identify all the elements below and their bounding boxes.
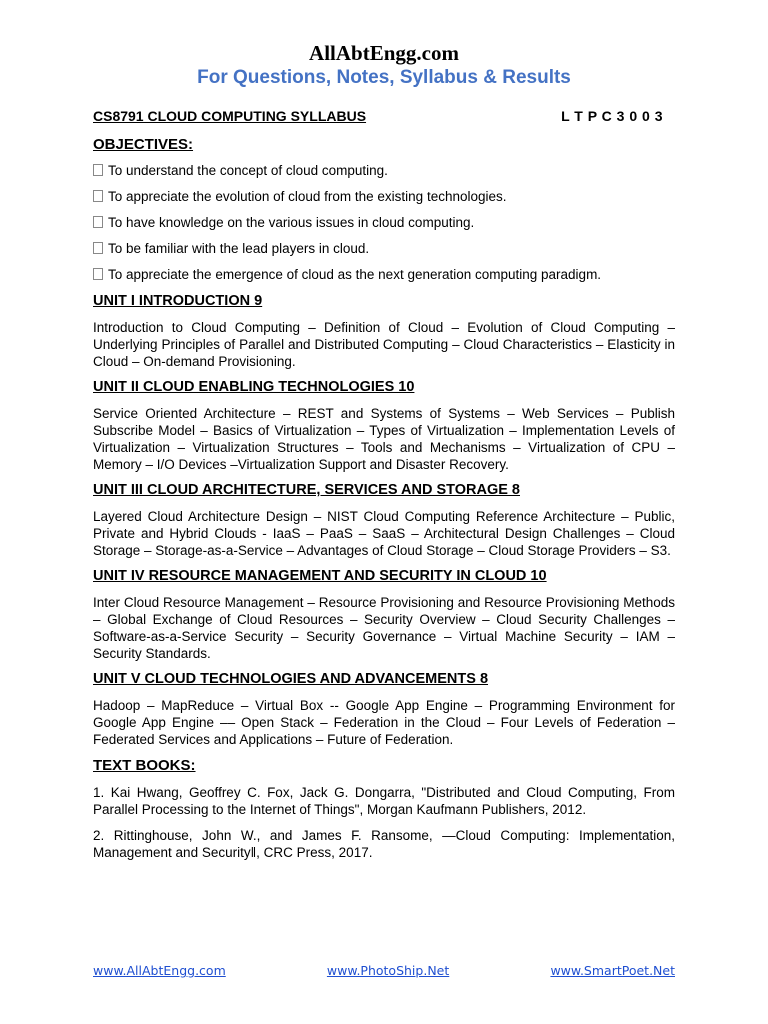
objective-text: To be familiar with the lead players in cloud. <box>108 241 370 256</box>
course-header <box>93 107 675 125</box>
objective-item <box>93 240 675 257</box>
footer-links <box>93 963 675 978</box>
square-bullet-icon <box>93 190 103 202</box>
objective-text: To have knowledge on the various issues in cloud computing. <box>108 215 475 230</box>
square-bullet-icon <box>93 216 103 228</box>
syllabus-page <box>93 0 675 861</box>
objectives-list <box>93 162 675 283</box>
textbook-item-1: 1. Kai Hwang, Geoffrey C. Fox, Jack G. Dongarra, "Distributed and Cloud Computing, From Parallel Processing to the Internet of Things", Morgan Kaufmann Publishers, 2012. <box>93 785 675 817</box>
square-bullet-icon <box>93 242 103 254</box>
unit-1-body: Introduction to Cloud Computing – Definition of Cloud – Evolution of Cloud Computing – Underlying Principles of Parallel and Distributed Computing – Cloud Characteristics – Elasticity in Cloud – On-demand Provisioning. <box>93 320 675 369</box>
textbooks-heading: TEXT BOOKS: <box>93 757 196 774</box>
unit-3-body: Layered Cloud Architecture Design – NIST Cloud Computing Reference Architecture – Public, Private and Hybrid Clouds - IaaS – PaaS – SaaS – Architectural Design Challenges – Cloud Storage – Storage-as-a-Service – Advantages of Cloud Storage – Cloud Storage Providers – S3. <box>93 509 675 558</box>
objective-text: To understand the concept of cloud computing. <box>108 163 388 178</box>
unit-4-body: Inter Cloud Resource Management – Resource Provisioning and Resource Provisioning Methods – Global Exchange of Cloud Resources – Security Overview – Cloud Security Challenges – Software-as-a-Service Security – Security Governance – Virtual Machine Security – IAM – Security Standards. <box>93 595 675 661</box>
objective-item <box>93 188 675 205</box>
square-bullet-icon <box>93 268 103 280</box>
objective-item <box>93 214 675 231</box>
site-title: AllAbtEngg.com <box>309 41 459 65</box>
ltpc-credits: L T P C 3 0 0 3 <box>561 108 663 124</box>
objectives-heading: OBJECTIVES: <box>93 136 194 153</box>
objective-item <box>93 162 675 179</box>
unit-2-heading: UNIT II CLOUD ENABLING TECHNOLOGIES 10 <box>93 379 415 395</box>
objective-text: To appreciate the emergence of cloud as the next generation computing paradigm. <box>108 267 602 282</box>
unit-4-heading: UNIT IV RESOURCE MANAGEMENT AND SECURITY IN CLOUD 10 <box>93 568 547 584</box>
footer-link-smartpoet[interactable]: www.SmartPoet.Net <box>550 963 675 978</box>
unit-5-heading: UNIT V CLOUD TECHNOLOGIES AND ADVANCEMENTS 8 <box>93 671 489 687</box>
unit-3-heading: UNIT III CLOUD ARCHITECTURE, SERVICES AND STORAGE 8 <box>93 482 520 498</box>
site-tagline: For Questions, Notes, Syllabus & Results <box>197 67 571 88</box>
course-title: CS8791 CLOUD COMPUTING SYLLABUS <box>93 108 367 124</box>
unit-2-body: Service Oriented Architecture – REST and Systems of Systems – Web Services – Publish Subscribe Model – Basics of Virtualization – Types of Virtualization – Implementation Levels of Virtualization – Virtualization Structures – Tools and Mechanisms – Virtualization of CPU – Memory – I/O Devices –Virtualization Support and Disaster Recovery. <box>93 406 675 472</box>
objective-text: To appreciate the evolution of cloud from the existing technologies. <box>108 189 507 204</box>
unit-1-heading: UNIT I INTRODUCTION 9 <box>93 293 263 309</box>
unit-5-body: Hadoop – MapReduce – Virtual Box -- Google App Engine – Programming Environment for Google App Engine –– Open Stack – Federation in the Cloud – Four Levels of Federation – Federated Services and Applications – Future of Federation. <box>93 698 675 747</box>
textbook-item-2: 2. Rittinghouse, John W., and James F. Ransome, ―Cloud Computing: Implementation, Management and Security‖, CRC Press, 2017. <box>93 828 675 860</box>
objective-item <box>93 266 675 283</box>
footer-link-allabtengg[interactable]: www.AllAbtEngg.com <box>93 963 226 978</box>
footer-link-photoship[interactable]: www.PhotoShip.Net <box>326 963 450 978</box>
square-bullet-icon <box>93 164 103 176</box>
